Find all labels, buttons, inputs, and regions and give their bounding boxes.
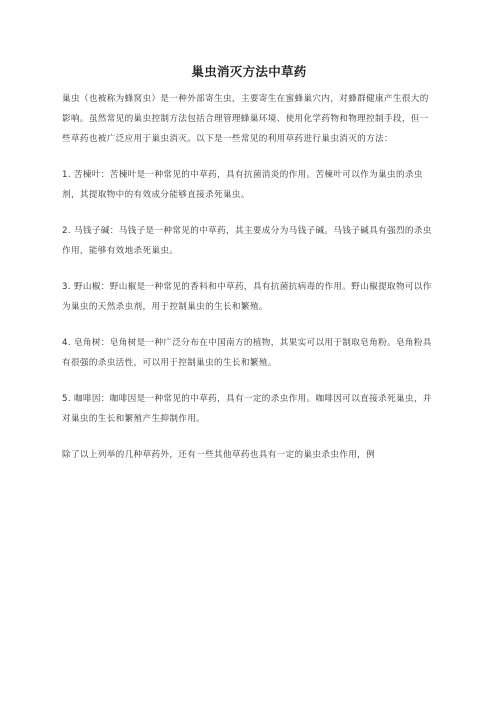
paragraph-item-5: 5. 咖啡因：咖啡因是一种常见的中草药，具有一定的杀虫作用。咖啡因可以直接杀死巢虫，并对巢虫的生长和繁殖产生抑制作用。 — [62, 394, 432, 424]
paragraph-item-1: 1. 苦楝叶：苦楝叶是一种常见的中草药，具有抗菌消炎的作用。苦楝叶可以作为巢虫的杀虫剂，其提取物中的有效成分能够直接杀死巢虫。 — [62, 170, 423, 200]
document-title: 巢虫消灭方法中草药 — [191, 64, 307, 79]
paragraph-item-4: 4. 皂角树：皂角树是一种广泛分布在中国南方的植物，其果实可以用于制取皂角粉。皂角粉具有很强的杀虫活性，可以用于控制巢虫的生长和繁殖。 — [62, 338, 432, 368]
paragraph-item-2: 2. 马钱子碱：马钱子是一种常见的中草药，其主要成分为马钱子碱。马钱子碱具有强烈的杀虫作用，能够有效地杀死巢虫。 — [62, 226, 432, 256]
paragraph-item-3: 3. 野山椒：野山椒是一种常见的香料和中草药，具有抗菌抗病毒的作用。野山椒提取物可以作为巢虫的天然杀虫剂，用于控制巢虫的生长和繁殖。 — [62, 282, 432, 312]
intro-paragraph: 巢虫（也被称为蜂窝虫）是一种外部寄生虫，主要寄生在蜜蜂巢穴内，对蜂群健康产生很大的影响。虽然常见的巢虫控制方法包括合理管理蜂巢环境、使用化学药物和物理控制手段，但一些草药也被广泛应用于巢虫消灭。以下是一些常见的利用草药进行巢虫消灭的方法： — [62, 94, 429, 144]
closing-paragraph: 除了以上列举的几种草药外，还有一些其他草药也具有一定的巢虫杀虫作用，例 — [62, 450, 376, 460]
